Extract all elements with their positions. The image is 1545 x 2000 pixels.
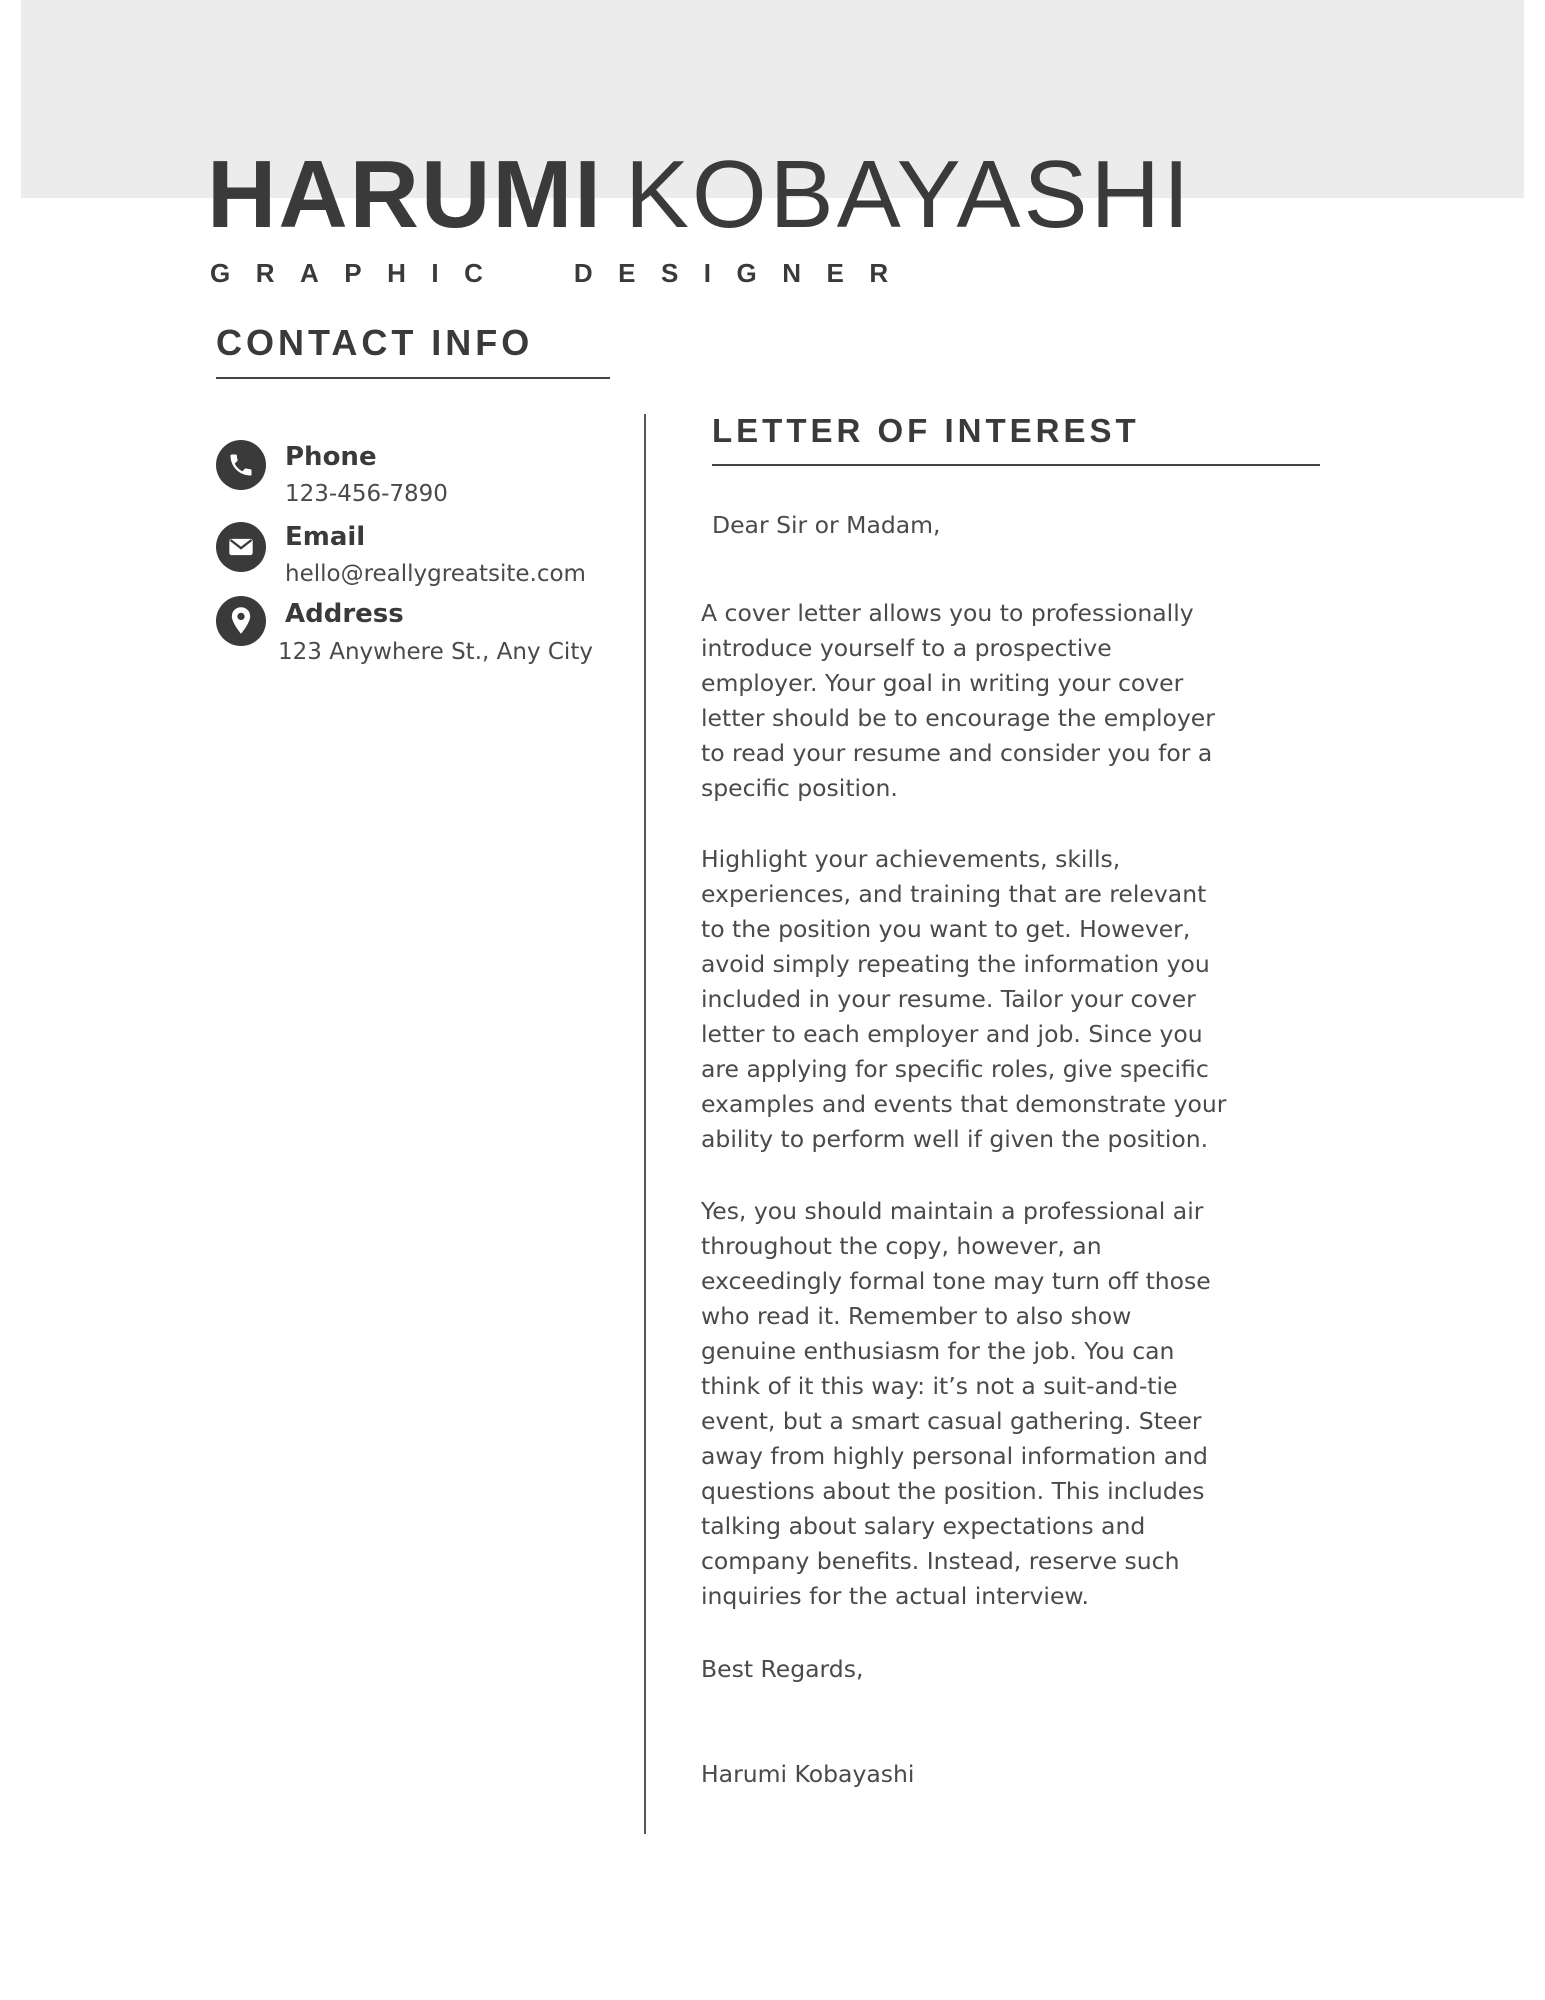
text-line: avoid simply repeating the information you xyxy=(701,950,1210,978)
text-line: questions about the position. This includes xyxy=(701,1477,1205,1505)
column-divider xyxy=(644,414,646,1834)
text-line: who read it. Remember to also show xyxy=(701,1302,1132,1330)
text-line: company benefits. Instead, reserve such xyxy=(701,1547,1180,1575)
phone-value[interactable]: 123-456-7890 xyxy=(285,481,448,507)
text-line: Highlight your achievements, skills, xyxy=(701,845,1121,873)
job-title: GRAPHIC DESIGNER xyxy=(210,258,914,288)
last-name: KOBAYASHI xyxy=(624,141,1193,248)
text-line: examples and events that demonstrate your xyxy=(701,1090,1227,1118)
applicant-name xyxy=(207,140,1193,250)
text-line: specific position. xyxy=(701,774,898,802)
letter-paragraph-1 xyxy=(701,596,1215,806)
location-pin-icon xyxy=(216,596,266,646)
letter-signature: Harumi Kobayashi xyxy=(701,1760,915,1788)
letter-heading: LETTER OF INTEREST xyxy=(712,412,1140,449)
text-line: away from highly personal information and xyxy=(701,1442,1208,1470)
address-value: 123 Anywhere St., Any City xyxy=(278,639,593,665)
letter-divider xyxy=(712,464,1320,466)
email-value[interactable]: hello@reallygreatsite.com xyxy=(285,561,586,587)
text-line: employer. Your goal in writing your cover xyxy=(701,669,1184,697)
letter-paragraph-2 xyxy=(701,842,1226,1157)
text-line: introduce yourself to a prospective xyxy=(701,634,1112,662)
text-line: inquiries for the actual interview. xyxy=(701,1582,1089,1610)
letter-greeting: Dear Sir or Madam, xyxy=(712,511,941,539)
letter-closing: Best Regards, xyxy=(701,1655,864,1683)
text-line: throughout the copy, however, an xyxy=(701,1232,1102,1260)
text-line: letter to each employer and job. Since you xyxy=(701,1020,1203,1048)
text-line: to read your resume and consider you for a xyxy=(701,739,1213,767)
text-line: letter should be to encourage the employer xyxy=(701,704,1215,732)
text-line: Yes, you should maintain a professional air xyxy=(701,1197,1204,1225)
text-line: included in your resume. Tailor your cover xyxy=(701,985,1196,1013)
email-icon xyxy=(216,522,266,572)
contact-heading: CONTACT INFO xyxy=(216,322,534,363)
text-line: genuine enthusiasm for the job. You can xyxy=(701,1337,1175,1365)
text-line: exceedingly formal tone may turn off those xyxy=(701,1267,1211,1295)
text-line: experiences, and training that are relevant xyxy=(701,880,1207,908)
phone-label: Phone xyxy=(285,442,377,472)
text-line: think of it this way: it’s not a suit-and-tie xyxy=(701,1372,1178,1400)
phone-icon xyxy=(216,440,266,490)
address-label: Address xyxy=(285,599,404,629)
contact-divider xyxy=(216,377,610,379)
email-label: Email xyxy=(285,522,366,552)
first-name: HARUMI xyxy=(207,141,603,248)
text-line: talking about salary expectations and xyxy=(701,1512,1146,1540)
text-line: are applying for specific roles, give specific xyxy=(701,1055,1209,1083)
text-line: A cover letter allows you to professionally xyxy=(701,599,1194,627)
text-line: ability to perform well if given the position. xyxy=(701,1125,1209,1153)
letter-paragraph-3 xyxy=(701,1194,1211,1614)
text-line: to the position you want to get. However, xyxy=(701,915,1191,943)
text-line: event, but a smart casual gathering. Steer xyxy=(701,1407,1202,1435)
